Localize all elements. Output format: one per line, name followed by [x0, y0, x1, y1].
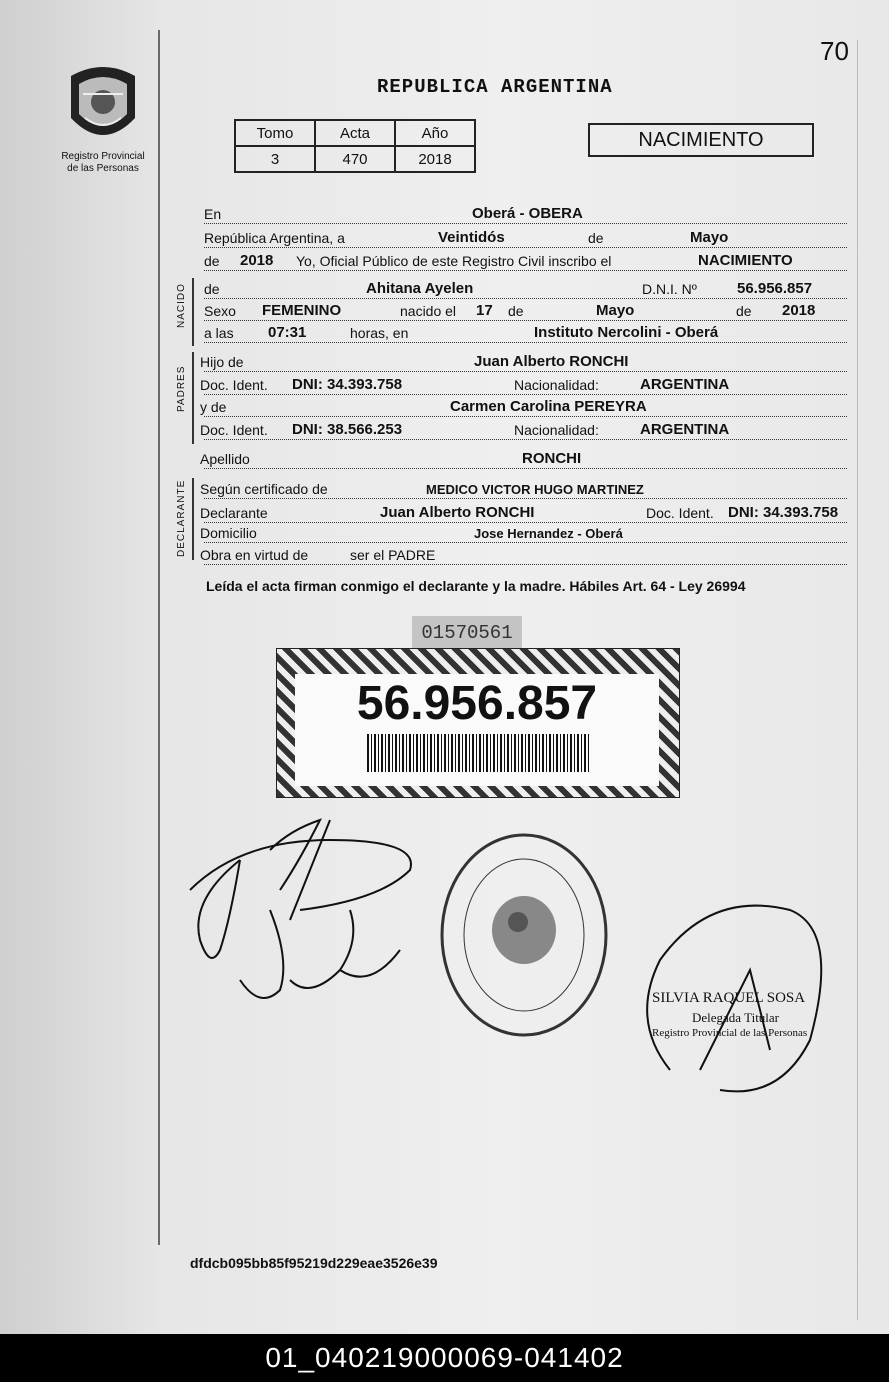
value-mother-doc: DNI: 38.566.253: [292, 421, 403, 438]
value-place: Instituto Nercolini - Oberá: [534, 324, 719, 341]
label-nacionalidad: Nacionalidad:: [514, 377, 599, 393]
official-seal-icon: [438, 830, 610, 1040]
declarante-bracket: [192, 478, 194, 560]
act-type-box: NACIMIENTO: [588, 123, 814, 157]
table-row: [235, 120, 475, 146]
value-anio: 2018: [395, 146, 475, 172]
label-y-de: y de: [200, 399, 227, 415]
row-oficial: [204, 250, 847, 271]
label-horas: horas, en: [350, 325, 409, 341]
mother-signature-icon: [230, 900, 410, 1020]
row-en: [204, 203, 847, 224]
margin-line: [158, 30, 160, 1245]
value-father: Juan Alberto RONCHI: [474, 353, 629, 370]
value-tomo: 3: [235, 146, 315, 172]
label-nacionalidad-2: Nacionalidad:: [514, 422, 599, 438]
row-declarante: [200, 502, 847, 523]
value-obra: ser el PADRE: [350, 547, 436, 563]
label-doc-ident-2: Doc. Ident.: [200, 422, 268, 438]
dni-sticker: [276, 648, 680, 798]
value-domicilio: Jose Hernandez - Oberá: [474, 526, 623, 541]
label-a-las: a las: [204, 325, 234, 341]
dni-sticker-number: 56.956.857: [356, 677, 598, 730]
label-doc-ident-3: Doc. Ident.: [646, 505, 714, 521]
label-domicilio: Domicilio: [200, 525, 257, 541]
row-hora: [204, 322, 847, 343]
label-republica: República Argentina, a: [204, 230, 345, 246]
label-obra: Obra en virtud de: [200, 547, 309, 563]
value-day: Veintidós: [438, 229, 505, 246]
signer-name: SILVIA RAQUEL SOSA: [652, 990, 806, 1006]
label-doc-ident: Doc. Ident.: [200, 377, 268, 393]
label-declarante: Declarante: [200, 505, 268, 521]
value-year: 2018: [240, 252, 274, 269]
padres-side-label: PADRES: [176, 365, 187, 412]
registry-logo: [58, 60, 148, 175]
label-apellido: Apellido: [200, 451, 250, 467]
row-certificado: [200, 478, 847, 499]
registry-table: [234, 119, 476, 173]
row-domicilio: [200, 522, 847, 543]
oficial-text: Yo, Oficial Público de este Registro Civil inscribo el: [296, 253, 612, 269]
value-en: Oberá - OBERA: [472, 205, 583, 222]
row-madre-doc: [200, 419, 847, 440]
value-dni: 56.956.857: [737, 280, 813, 297]
serial-number: 01570561: [412, 616, 522, 650]
nacido-side-label: NACIDO: [176, 283, 187, 328]
header-acta: Acta: [315, 120, 395, 146]
closing-statement: Leída el acta firman conmigo el declarante y la madre. Hábiles Art. 64 - Ley 26994: [206, 578, 746, 594]
header-tomo: Tomo: [235, 120, 315, 146]
title-text: REPUBLICA ARGENTINA: [377, 76, 613, 98]
value-name: Ahitana Ayelen: [366, 280, 474, 297]
row-apellido: [200, 448, 847, 469]
nacido-bracket: [192, 278, 194, 346]
misiones-shield-icon: [63, 60, 143, 146]
label-de2: de: [204, 253, 220, 269]
declarante-side-label: DECLARANTE: [176, 479, 187, 557]
table-row: [235, 146, 475, 172]
value-declarante-doc: DNI: 34.393.758: [728, 504, 839, 521]
padres-bracket: [192, 352, 194, 444]
row-padre: [200, 351, 847, 372]
label-de5: de: [736, 303, 752, 319]
dni-sticker-inner: [295, 674, 659, 786]
signer-office: Registro Provincial de las Personas: [652, 1027, 808, 1039]
header-anio: Año: [395, 120, 475, 146]
label-sexo: Sexo: [204, 303, 236, 319]
document-hash: dfdcb095bb85f95219d229eae3526e39: [190, 1255, 438, 1271]
value-birth-year: 2018: [782, 302, 816, 319]
value-time: 07:31: [268, 324, 307, 341]
footer-id: 01_040219000069-041402: [265, 1342, 624, 1373]
right-edge-line: [857, 40, 858, 1320]
row-madre: [200, 396, 847, 417]
logo-caption-1: Registro Provincial: [61, 151, 145, 162]
label-segun: Según certificado de: [200, 481, 328, 497]
label-dni: D.N.I. Nº: [642, 281, 697, 297]
row-fecha: [204, 227, 847, 248]
signer-role: Delegada Titular: [692, 1010, 780, 1025]
row-obra: [200, 544, 847, 565]
value-father-doc: DNI: 34.393.758: [292, 376, 403, 393]
value-apellido: RONCHI: [522, 450, 582, 467]
barcode-icon: [367, 734, 589, 772]
value-birth-day: 17: [476, 302, 493, 319]
value-birth-month: Mayo: [596, 302, 635, 319]
label-de: de: [588, 230, 604, 246]
row-nombre: [204, 278, 847, 299]
label-de4: de: [508, 303, 524, 319]
value-mother-nat: ARGENTINA: [640, 421, 730, 438]
value-inscribo: NACIMIENTO: [698, 252, 793, 269]
value-sexo: FEMENINO: [262, 302, 342, 319]
label-hijo-de: Hijo de: [200, 354, 244, 370]
value-declarante: Juan Alberto RONCHI: [380, 504, 535, 521]
row-sexo: [204, 300, 847, 321]
logo-caption-2: de las Personas: [67, 163, 139, 174]
row-padre-doc: [200, 374, 847, 395]
value-mother: Carmen Carolina PEREYRA: [450, 398, 647, 415]
label-de3: de: [204, 281, 220, 297]
value-acta: 470: [315, 146, 395, 172]
label-en: En: [204, 206, 222, 222]
value-month: Mayo: [690, 229, 729, 246]
label-nacido-el: nacido el: [400, 303, 457, 319]
value-father-nat: ARGENTINA: [640, 376, 730, 393]
page-number: 70: [820, 36, 849, 66]
value-certificado: MEDICO VICTOR HUGO MARTINEZ: [426, 482, 644, 497]
